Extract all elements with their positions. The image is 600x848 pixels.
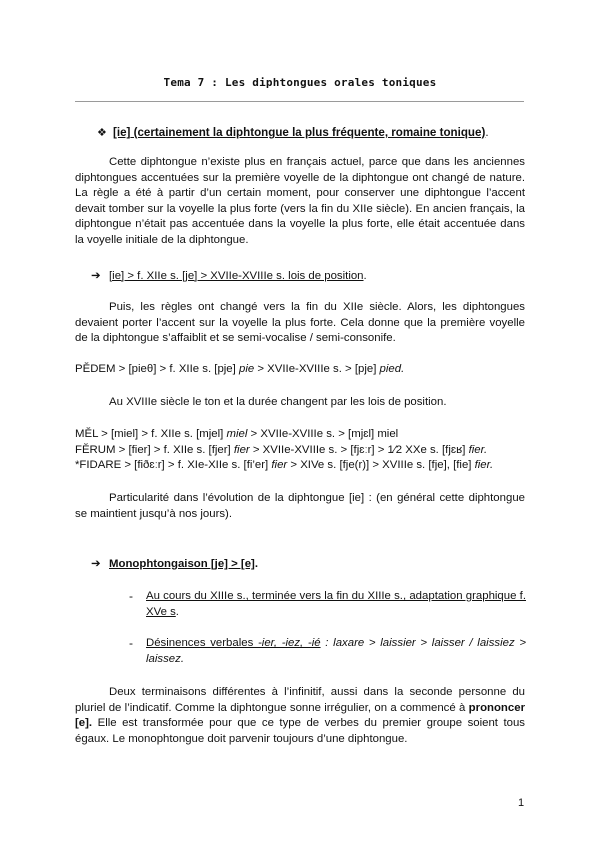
dash-bullet: - <box>129 589 133 603</box>
page-number: 1 <box>518 797 525 809</box>
paragraph-5-text: Deux terminaisons différentes à l’infinitif, aussi dans la seconde personne du pluriel de l’indicatif. Comme la diphtongue sonne irrégulier, on a commencé à <box>75 686 525 714</box>
example-part: > XIVe s. [fje(r)] > XVIIIe s. [fje], [fie] <box>287 459 475 471</box>
paragraph-2 <box>75 300 525 347</box>
example-ferum <box>75 444 487 456</box>
item-text: Désinences verbales <box>146 637 258 649</box>
example-part: > XVIIe-XVIIIe s. > [pje] <box>254 363 380 375</box>
example-pedem <box>75 363 404 375</box>
example-part: MĔL > [miel] > f. XIIe s. [mjel] <box>75 428 227 440</box>
page-title: Tema 7 : Les diphtongues orales toniques <box>163 76 437 89</box>
evolution-line-2 <box>91 556 258 570</box>
paragraph-3: Au XVIIIe siècle le ton et la durée changent par les lois de position. <box>109 396 447 408</box>
list-item-2 <box>146 636 526 667</box>
example-italic: fier <box>271 459 288 471</box>
item-example: : laxare > laissier > laisser / laissiez > laissez. <box>146 637 527 665</box>
heading-end: . <box>254 558 259 570</box>
item-end: . <box>175 605 179 618</box>
example-part: PĔDEM > [pieθ] > f. XIIe s. [pje] <box>75 363 239 375</box>
paragraph-5 <box>75 685 525 747</box>
paragraph-5-text: Elle est transformée pour que ce type de verbes du premier groupe soient tous égaux. Le monophtongue doit parvenir toujours d’une diphtongue. <box>75 717 525 745</box>
example-mel <box>75 428 398 440</box>
paragraph-1-text: Cette diphtongue n’existe plus en français actuel, parce que dans les anciennes diphtongues accentuées sur la première voyelle de la diphtongue ont changé de nature. La règle a été à partir d’un certain moment, pour conserver une diphtongue l’accent devait tomber sur la voyelle la plus forte (vers la fin du XIIe siècle). En ancien français, la diphtongue n’était pas accentuée dans la voyelle la plus forte, elle était accentuée dans la voyelle initiale de la diphtongue. <box>75 156 525 246</box>
paragraph-2-text: Puis, les règles ont changé vers la fin du XIIe siècle. Alors, les diphtongues devaient porter l’accent sur la voyelle la plus forte. Cela donne que la première voyelle de la diphtongue s’affaiblit et se semi-vocalise / semi-consonife. <box>75 301 525 345</box>
section-heading <box>97 126 489 139</box>
arrow-icon: ➔ <box>91 558 101 570</box>
example-part: > XVIIe-XVIIIe s. > [mjɛl] miel <box>247 428 399 440</box>
paragraph-4 <box>75 491 525 522</box>
monophtongaison-heading: Monophtongaison [je] > [e] <box>109 558 255 570</box>
example-italic: fier <box>233 444 250 456</box>
heading-text: (certainement la diphtongue la plus fréquente, romaine tonique) <box>130 126 486 139</box>
item-endings: -ier, -iez, -ié <box>258 637 321 649</box>
paragraph-1 <box>75 155 525 249</box>
example-italic: pie <box>238 363 255 375</box>
dash-bullet: - <box>129 636 133 650</box>
example-italic: fier. <box>474 459 494 471</box>
example-part: FĔRUM > [fier] > f. XIIe s. [fjer] <box>75 444 234 456</box>
evolution-line-1 <box>91 268 367 282</box>
example-italic: fier. <box>468 444 488 456</box>
example-italic: pied. <box>379 363 405 375</box>
heading-end: . <box>485 126 489 139</box>
diamond-bullet-icon: ❖ <box>97 127 107 139</box>
example-part: > XVIIe-XVIIIe s. > [fjɛːr] > 1⁄2 XXe s. [fjɛʁ] <box>249 444 469 456</box>
evolution-text: [ie] > f. XIIe s. [je] > XVIIe-XVIIIe s. lois de position <box>109 270 364 282</box>
paragraph-5-bold: prononcer [e]. <box>75 701 525 730</box>
example-italic: miel <box>226 428 248 440</box>
arrow-icon: ➔ <box>91 270 101 282</box>
heading-ipa: [ie] <box>113 126 131 139</box>
title-divider <box>75 101 524 102</box>
list-item-1 <box>146 589 526 620</box>
paragraph-4-text: Particularité dans l’évolution de la diphtongue [ie] : (en général cette diphtongue se maintient jusqu’à nos jours). <box>75 492 525 520</box>
example-fidare <box>75 459 493 471</box>
item-text: Au cours du XIIIe s., terminée vers la fin du XIIIe s., adaptation graphique f. XVe s <box>146 590 526 618</box>
example-part: *FIDARE > [fiðɛːr] > f. XIe-XIIe s. [fi’er] <box>75 459 272 471</box>
evolution-end: . <box>363 270 367 282</box>
